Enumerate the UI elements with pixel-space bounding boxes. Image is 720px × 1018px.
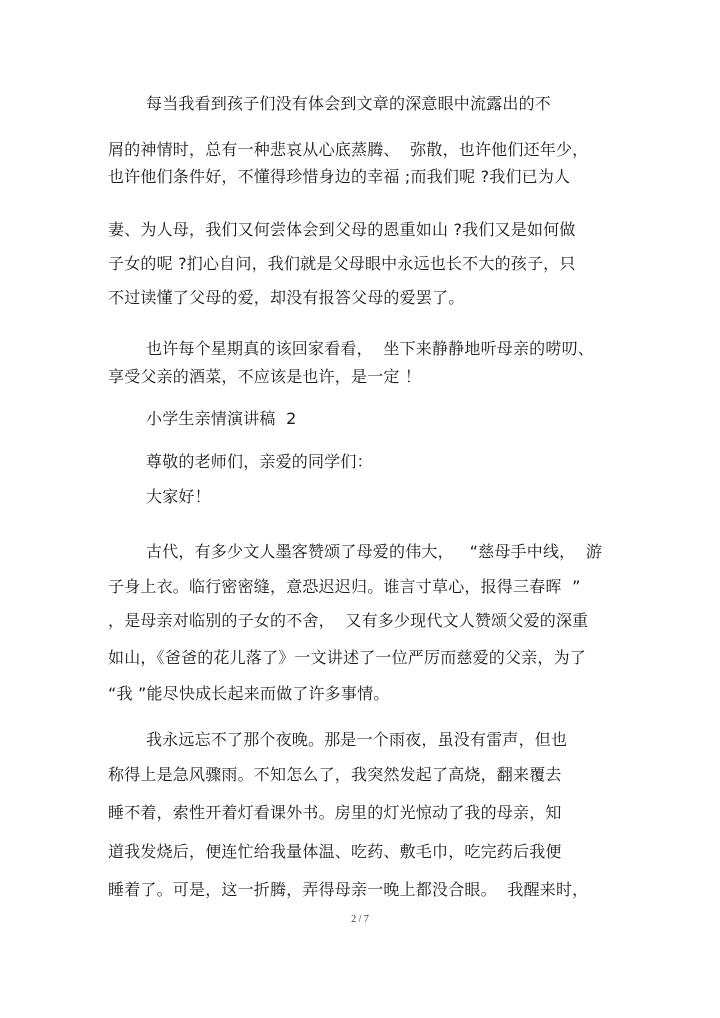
text-line: 也许他们条件好，不懂得珍惜身边的幸福 ;而我们呢 ?我们已为人	[108, 167, 571, 186]
text-line: 屑的神情时，总有一种悲哀从心底蒸腾、 弥散，也许他们还年少，	[108, 140, 589, 159]
text-line: 享受父亲的酒菜，不应该是也许，是一定 ！	[108, 367, 422, 386]
text-line: 古代，有多少文人墨客赞颂了母爱的伟大， “慈母手中线， 游	[146, 542, 603, 561]
greeting: 大家好！	[146, 487, 211, 506]
text-line: 不过读懂了父母的爱，却没有报答父母的爱罢了。	[108, 288, 465, 307]
text-line: 我永远忘不了那个夜晚。那是一个雨夜，虽没有雷声，但也	[146, 730, 568, 749]
text-line: 睡着了。可是，这一折腾，弄得母亲一晚上都没合眼。 我醒来时，	[108, 880, 589, 899]
text-line: 妻、为人母，我们又何尝体会到父母的恩重如山 ?我们又是如何做	[108, 220, 576, 239]
text-line: 睡不着，索性开着灯看课外书。房里的灯光惊动了我的母亲，知	[108, 803, 562, 822]
salutation: 尊敬的老师们，亲爱的同学们：	[146, 452, 373, 471]
section-heading: 小学生亲情演讲稿 2	[146, 409, 297, 428]
text-line: 道我发烧后，便连忙给我量体温、吃药、敷毛巾，吃完药后我便	[108, 842, 562, 861]
text-line: 也许每个星期真的该回家看看， 坐下来静静地听母亲的唠叨、	[146, 339, 594, 358]
page-number: 2 / 7	[351, 914, 369, 925]
text-line: 称得上是急风骤雨。不知怎么了，我突然发起了高烧，翻来覆去	[108, 765, 562, 784]
text-line: “我 ”能尽快成长起来而做了许多事情。	[108, 684, 390, 703]
text-line: 子身上衣。临行密密缝，意恐迟迟归。谁言寸草心，报得三春晖 ”	[108, 577, 581, 596]
text-line: 子女的呢 ?扪心自问，我们就是父母眼中永远也长不大的孩子，只	[108, 254, 576, 273]
text-line: 如山，《爸爸的花儿落了》一文讲述了一位严厉而慈爱的父亲，为了	[108, 648, 587, 667]
text-line: ，是母亲对临别的子女的不舍， 又有多少现代文人赞颂父爱的深重	[108, 611, 589, 630]
text-line: 每当我看到孩子们没有体会到文章的深意眼中流露出的不	[146, 94, 552, 113]
